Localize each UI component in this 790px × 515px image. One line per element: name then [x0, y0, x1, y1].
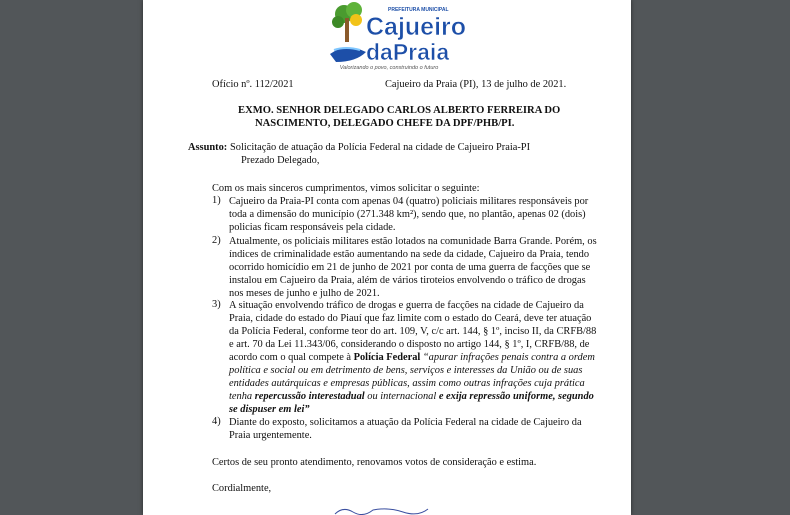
item-number: 4) — [212, 416, 221, 427]
text-segment: acordo com o qual compete à — [229, 352, 354, 363]
text-segment-bold: Polícia Federal — [353, 352, 421, 363]
intro-text: Com os mais sinceros cumprimentos, vimos solicitar o seguinte: — [212, 183, 480, 194]
place-date: Cajueiro da Praia (PI), 13 de julho de 2021. — [385, 79, 567, 90]
item-number: 3) — [212, 299, 221, 310]
item-2-line: índices de criminalidade estão aumentando na sede da cidade, Cajueiro da Praia, tendo — [229, 249, 590, 260]
farewell-text: Cordialmente, — [212, 483, 272, 494]
subject-label: Assunto: — [188, 142, 228, 153]
item-3-line-9: se dispuser em lei” — [229, 404, 310, 415]
item-number: 1) — [212, 195, 221, 206]
signature-mark — [333, 504, 433, 515]
item-2-line: nos meses de junho e julho de 2021. — [229, 288, 380, 299]
quote-segment: “apurar infrações penais contra a ordem — [420, 352, 595, 363]
item-1-line: toda a dimensão do município (271.348 km²), sendo que, no plantão, apenas 02 (dois) — [229, 209, 586, 220]
item-1-line: Cajueiro da Praia-PI conta com apenas 04 (quatro) policiais militares responsáveis por — [229, 196, 589, 207]
document-page — [143, 0, 631, 515]
salutation: Prezado Delegado, — [241, 155, 320, 166]
logo-small-text: PREFEITURA MUNICIPAL — [388, 7, 449, 13]
closing-text: Certos de seu pronto atendimento, renovamos votos de consideração e estima. — [212, 457, 537, 468]
item-number: 2) — [212, 235, 221, 246]
subject-text: Solicitação de atuação da Polícia Federal na cidade de Cajueiro Praia-PI — [230, 142, 531, 153]
logo-tagline: Valorizando o povo, construindo o futuro — [339, 65, 439, 71]
item-4-line: Praia urgentemente. — [229, 430, 312, 441]
viewer-background-left — [0, 0, 143, 515]
item-4-line: Diante do exposto, solicitamos a atuação da Polícia Federal na cidade de Cajueiro da — [229, 417, 582, 428]
municipal-logo — [326, 2, 467, 72]
tree-icon — [330, 2, 366, 62]
logo-name-line2: daPraia — [366, 39, 450, 65]
quote-segment-bold: repercussão interestadual — [254, 391, 365, 402]
item-2-line: Atualmente, os policiais militares estão lotados na comunidade Barra Grande. Porém, os — [229, 236, 597, 247]
item-2-line: ocorrido homicídio em 21 de junho de 2021 por conta de uma guerra de facções que se — [229, 262, 591, 273]
item-3-quote-line: entidades autárquicas e empresas públicas, assim como outras infrações cuja prática — [229, 378, 585, 389]
addressee-line1: EXMO. SENHOR DELEGADO CARLOS ALBERTO FERREIRA DO — [238, 105, 561, 116]
item-3-quote-line: política e social ou em detrimento de bens, serviços e interesses da União ou de suas — [229, 365, 583, 376]
item-1-line: policias ficam responsáveis pela cidade. — [229, 222, 396, 233]
quote-segment: ou internacional — [364, 391, 439, 402]
logo-name-line1: Cajueiro — [366, 13, 467, 41]
addressee-line2: NASCIMENTO, DELEGADO CHEFE DA DPF/PHB/PI. — [255, 118, 515, 129]
item-3-line-8 — [229, 390, 594, 403]
quote-segment: tenha — [229, 391, 255, 402]
item-2-line: instalou em Cajueiro da Praia, além de vários tiroteios envolvendo o tráfico de drogas — [229, 275, 586, 286]
office-number: Ofício nº. 112/2021 — [212, 79, 294, 90]
item-3-line: e art. 70 da Lei 11.343/06, considerando o disposto no artigo 144, § 1º, I, CRFB/88, de — [229, 339, 590, 350]
quote-segment-bold: e exija repressão uniforme, segundo — [438, 391, 594, 402]
item-3-line: da Polícia Federal, conforme teor do art. 109, V, c/c art. 144, § 1º, inciso II, da CRFB/88 — [229, 326, 597, 337]
item-3-line: A situação envolvendo tráfico de drogas e guerra de facções na cidade de Cajueiro da — [229, 300, 584, 311]
item-3-line-5 — [229, 351, 595, 364]
viewer-background-right — [631, 0, 790, 515]
item-3-line: Praia, cidade do estado do Piauí que faz limite com o estado do Ceará, deve ter atuação — [229, 313, 592, 324]
